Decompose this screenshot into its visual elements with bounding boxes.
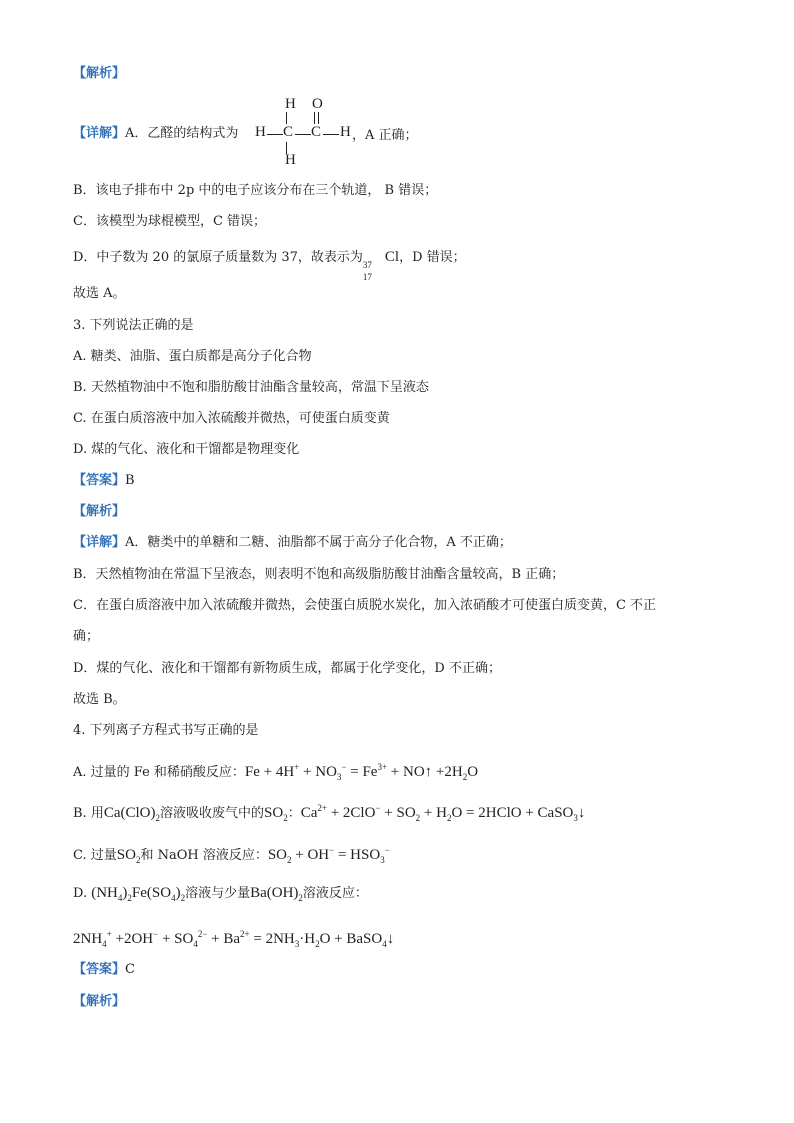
detail-c: C．该模型为球棍模型，C 错误； (73, 214, 267, 229)
q3-option-d: D. 煤的气化、液化和干馏都是物理变化 (73, 442, 300, 457)
detail-d (73, 247, 466, 282)
h-right: H (340, 124, 351, 140)
q3-choice: 故选 B。 (73, 692, 126, 707)
isotope-number: 17 (362, 272, 372, 282)
formula-ba-oh-2: $Ba(OH)_2$ (250, 885, 303, 903)
double-bond-line-1 (314, 112, 315, 124)
answer-tag: 【答案】 (73, 473, 126, 488)
h-top: H (285, 96, 296, 112)
q3-answer (73, 471, 135, 491)
q3-detail-a-text: A．糖类中的单糖和二糖、油脂都不属于高分子化合物，A 不正确； (125, 535, 512, 550)
h-bottom: H (285, 152, 296, 168)
q4-stem: 4. 下列离子方程式书写正确的是 (73, 723, 259, 738)
q4-option-d-end: 溶液反应： (302, 886, 368, 901)
answer-value: B (125, 473, 135, 488)
q4-option-b-label: B. 用 (73, 806, 104, 821)
q3-detail-a (73, 533, 512, 553)
q4-option-c-text: 和 NaOH 溶液反应： (140, 848, 268, 863)
q4-option-b: B. 用$Ca(ClO)_2$溶液吸收废气中的$SO_2$：$Ca^{2+} + 2ClO^- + SO_2 + H_2O$ = 2HClO + CaSO$_3$↓ (73, 803, 586, 823)
q4-option-d-text: 溶液与少量 (185, 886, 251, 901)
detail-b: B．该电子排布中 2p 中的电子应该分布在三个轨道， B 错误； (73, 183, 438, 198)
detail-a-suffix: ，A 正确； (352, 128, 418, 143)
answer-value: C (125, 962, 135, 977)
carbon-1: C (283, 124, 294, 140)
q4-option-a-label: A. 过量的 Fe 和稀硝酸反应： (73, 765, 245, 780)
detail-tag: 【详解】 (73, 535, 126, 550)
q4-option-a (73, 757, 478, 787)
q3-detail-c: C．在蛋白质溶液中加入浓硫酸并微热，会使蛋白质脱水炭化，加入浓硝酸才可使蛋白质变黄，C 不正 (73, 598, 657, 613)
detail-tag: 【详解】 (73, 126, 126, 141)
acetaldehyde-structural-formula (255, 96, 425, 172)
q4-option-b-text: 溶液吸收废气中的 (160, 806, 265, 821)
q2-choice: 故选 A。 (73, 286, 126, 301)
q3-analysis-tag: 【解析】 (73, 504, 126, 519)
isotope-symbol: Cl (384, 249, 400, 265)
detail-d-text: D．中子数为 20 的氯原子质量数为 37，故表示为 (73, 250, 363, 265)
q4-answer (73, 960, 135, 980)
answer-tag: 【答案】 (73, 962, 126, 977)
bond-right (323, 134, 339, 135)
q3-detail-d: D．煤的气化、液化和干馏都有新物质生成，都属于化学变化，D 不正确； (73, 661, 501, 676)
analysis-tag: 【解析】 (73, 66, 126, 81)
q3-stem: 3. 下列说法正确的是 (73, 318, 194, 333)
q3-option-a: A. 糖类、油脂、蛋白质都是高分子化合物 (73, 349, 312, 364)
bond-vertical-top (286, 112, 287, 124)
q4-option-d: D. $(NH_4)_2Fe(SO_4)_2$溶液与少量$Ba(OH)_2$溶液反应： (73, 885, 368, 903)
formula-so2-c: $SO_2$ (116, 847, 141, 865)
bond-left (267, 134, 283, 135)
equation-a: $Fe + 4H^+ + NO_3^- = Fe^{3+}$ + NO↑ $+2H_2O$ (244, 762, 479, 782)
detail-d-suffix: ，D 错误； (399, 250, 466, 265)
equation-d: $2NH_4^+ +2OH^- + SO_4^{2-} + Ba^{2+} = 2NH_3\cdot H_2O$ + BaSO$_4$↓ (73, 929, 395, 949)
formula-ca-clo2: $Ca(ClO)_2$ (103, 805, 160, 823)
h-left: H (255, 124, 266, 140)
isotope-mass: 37 (362, 260, 372, 270)
q3-option-c: C. 在蛋白质溶液中加入浓硫酸并微热，可使蛋白质变黄 (73, 411, 390, 426)
o-top: O (312, 96, 323, 112)
formula-nh4-2-fe-so4-2: $(NH_4)_2Fe(SO_4)_2$ (91, 885, 186, 903)
detail-a-line (73, 124, 238, 144)
q4-option-c (73, 840, 390, 870)
q4-analysis-tag: 【解析】 (73, 994, 126, 1009)
double-bond-line-2 (318, 112, 319, 124)
q3-detail-b: B．天然植物油在常温下呈液态，则表明不饱和高级脂肪酸甘油酯含量较高，B 正确； (73, 567, 565, 582)
equation-b: $Ca^{2+} + 2ClO^- + SO_2 + H_2O$ = 2HClO + CaSO$_3$↓ (300, 803, 586, 823)
q4-option-c-label: C. 过量 (73, 848, 117, 863)
equation-c: $SO_2 + OH^- = HSO_3^-$ (267, 845, 390, 865)
formula-so2: $SO_2$ (264, 805, 288, 823)
bond-cc (295, 134, 311, 135)
detail-a-text: A．乙醛的结构式为 (125, 126, 239, 141)
carbon-2: C (311, 124, 322, 140)
q4-equation-d (73, 924, 394, 954)
q3-detail-c-cont: 确； (73, 629, 100, 644)
q3-option-b: B. 天然植物油中不饱和脂肪酸甘油酯含量较高，常温下呈液态 (73, 380, 429, 395)
